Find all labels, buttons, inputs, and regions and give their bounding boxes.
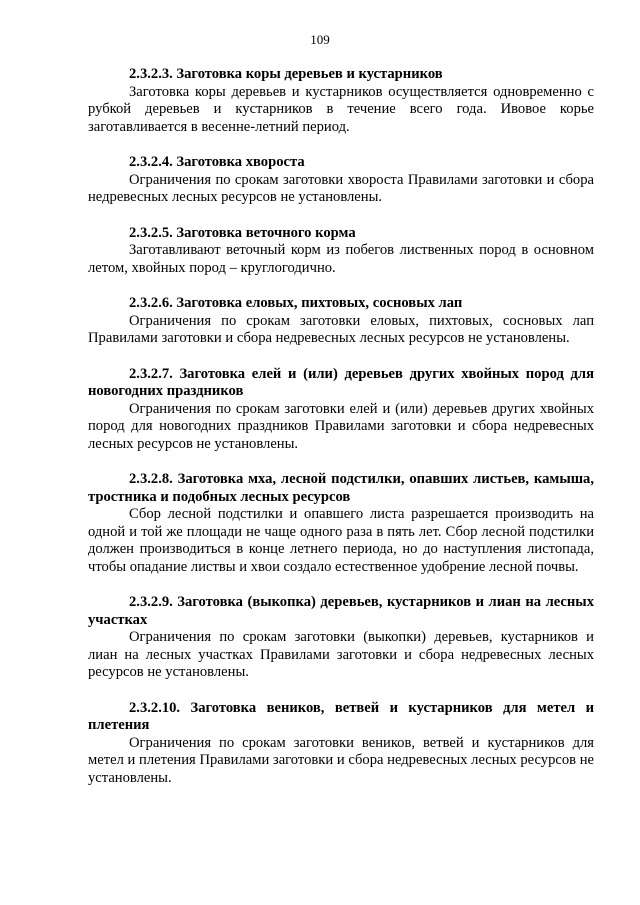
section-paragraph: Сбор лесной подстилки и опавшего листа разрешается производить на одной и той же площади не чаще одного раза в пять лет. Сбор лесной подстилки должен производиться в конце летнего периода, но до наступления листопада, чтобы опадание листвы и хвои создало естественное удобрение лесной почвы. [88, 506, 594, 575]
section-paragraph: Заготавливают веточный корм из побегов лиственных пород в основном летом, хвойных пород – круглогодично. [88, 242, 594, 276]
section-paragraph: Заготовка коры деревьев и кустарников осуществляется одновременно с рубкой деревьев и кустарников в течение всего года. Ивовое корье заготавливается в весенне-летний период. [88, 83, 594, 135]
section-heading: 2.3.2.8. Заготовка мха, лесной подстилки, опавших листьев, камыша, тростника и подобных лесных ресурсов [88, 471, 594, 505]
section-paragraph: Ограничения по срокам заготовки хвороста Правилами заготовки и сбора недревесных лесных ресурсов не установлены. [88, 171, 594, 205]
section-paragraph: Ограничения по срокам заготовки еловых, пихтовых, сосновых лап Правилами заготовки и сбора недревесных лесных ресурсов не установлены. [88, 312, 594, 346]
section-moss-litter-harvesting [88, 471, 594, 576]
section-branch-fodder-harvesting [88, 225, 594, 278]
section-heading: 2.3.2.9. Заготовка (выкопка) деревьев, кустарников и лиан на лесных участках [88, 594, 594, 628]
section-paragraph: Ограничения по срокам заготовки елей и (или) деревьев других хвойных пород для новогодних праздников Правилами заготовки и сбора недревесных лесных ресурсов не установлены. [88, 400, 594, 452]
page-number: 109 [310, 32, 330, 47]
section-heading: 2.3.2.5. Заготовка веточного корма [129, 224, 356, 241]
document-body [88, 66, 594, 787]
section-conifer-branches-harvesting [88, 295, 594, 348]
section-heading: 2.3.2.10. Заготовка веников, ветвей и кустарников для метел и плетения [88, 699, 594, 733]
section-heading: 2.3.2.7. Заготовка елей и (или) деревьев других хвойных пород для новогодних праздников [88, 365, 594, 399]
section-paragraph: Ограничения по срокам заготовки (выкопки) деревьев, кустарников и лиан на лесных участках Правилами заготовки и сбора недревесных лесных ресурсов не установлены. [88, 629, 594, 680]
section-heading: 2.3.2.6. Заготовка еловых, пихтовых, сосновых лап [129, 295, 463, 311]
section-bark-harvesting [88, 66, 594, 136]
section-trees-digging [88, 594, 594, 682]
section-heading: 2.3.2.3. Заготовка коры деревьев и кустарников [129, 66, 443, 82]
section-paragraph: Ограничения по срокам заготовки веников, ветвей и кустарников для метел и плетения Правилами заготовки и сбора недревесных лесных ресурсов не установлены. [88, 734, 594, 786]
section-brushwood-harvesting [88, 154, 594, 207]
section-christmas-trees-harvesting [88, 366, 594, 454]
section-brooms-harvesting [88, 700, 594, 788]
section-heading: 2.3.2.4. Заготовка хвороста [129, 154, 305, 170]
